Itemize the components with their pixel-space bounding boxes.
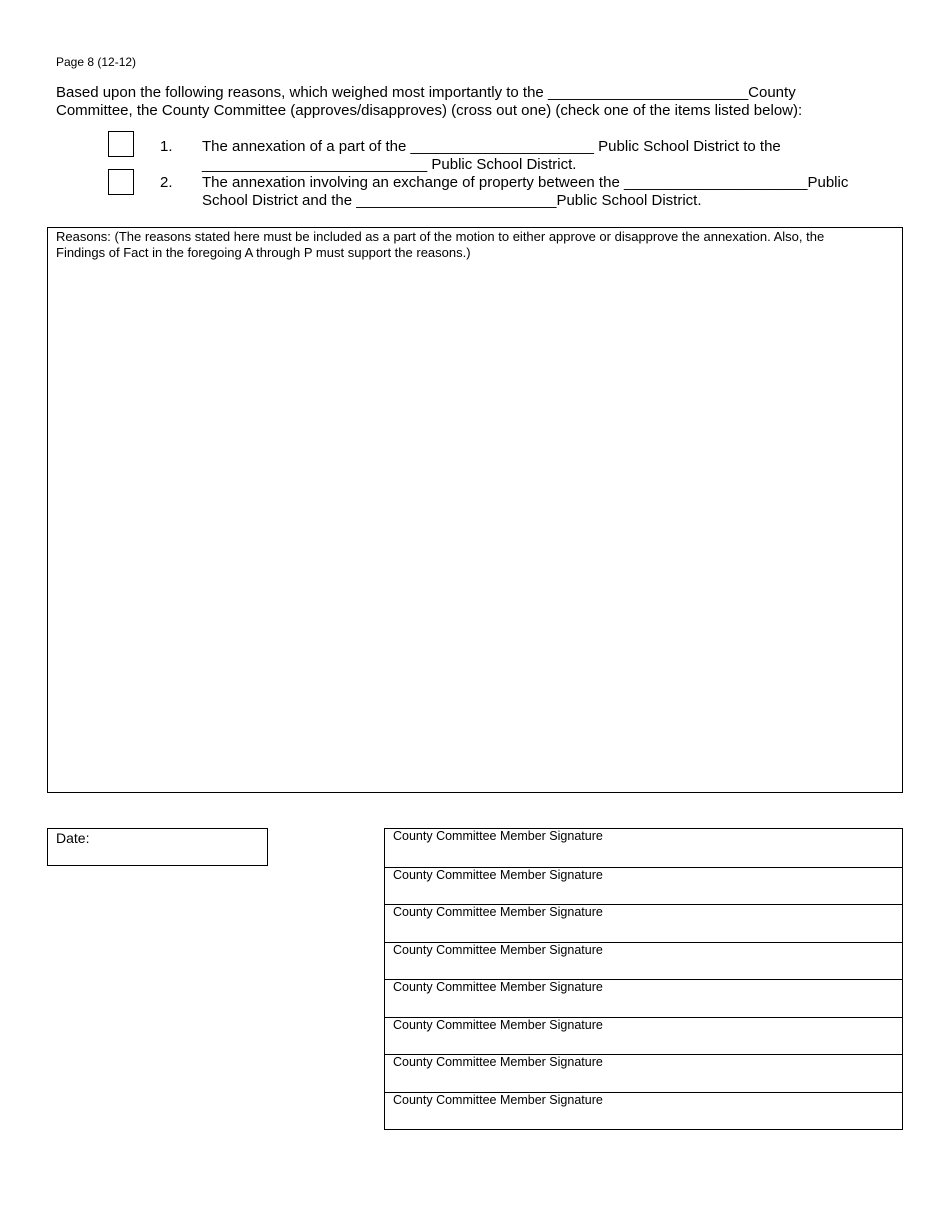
item-1-text [202,138,902,174]
signature-field-7[interactable] [385,1054,902,1092]
signature-label: County Committee Member Signature [393,1055,603,1069]
item-2-checkbox[interactable] [108,169,134,195]
item-1-checkbox[interactable] [108,131,134,157]
signature-label: County Committee Member Signature [393,980,603,994]
intro-line-2: Committee, the County Committee (approves/disapproves) (cross out one) (check one of the items listed below): [56,102,803,119]
signature-field-5[interactable] [385,979,902,1017]
signature-label: County Committee Member Signature [393,905,603,919]
date-field[interactable] [47,828,268,866]
intro-line-1: Based upon the following reasons, which weighed most importantly to the ________________________County [56,84,796,101]
item-1-line-2: ___________________________ Public School District. [202,156,577,173]
reasons-instructions [56,229,894,261]
page-label: Page 8 (12-12) [56,55,137,69]
signature-label: County Committee Member Signature [393,1092,603,1107]
reasons-line-2: Findings of Fact in the foregoing A through P must support the reasons.) [56,245,471,260]
item-2-line-1: The annexation involving an exchange of property between the ______________________Public [202,174,849,191]
signature-label: County Committee Member Signature [393,867,603,882]
signature-field-6[interactable] [385,1017,902,1055]
item-1-line-1: The annexation of a part of the ______________________ Public School District to the [202,138,781,155]
signature-field-2[interactable] [385,867,902,905]
signature-field-3[interactable] [385,904,902,942]
signature-label: County Committee Member Signature [393,1017,603,1032]
signature-field-1[interactable] [385,829,902,867]
reasons-line-1: Reasons: (The reasons stated here must be included as a part of the motion to either approve or disapprove the annexation. Also, the [56,229,825,244]
signature-label: County Committee Member Signature [393,942,603,957]
date-label: Date: [56,830,90,846]
signature-label: County Committee Member Signature [393,829,603,843]
item-2-line-2: School District and the ________________________Public School District. [202,192,702,209]
item-2-number: 2. [160,174,173,191]
item-1-number: 1. [160,138,173,155]
intro-paragraph [56,84,896,120]
reasons-textarea[interactable] [47,227,903,793]
signature-table [384,828,903,1130]
item-2-text [202,174,902,210]
signature-field-4[interactable] [385,942,902,980]
signature-field-8[interactable] [385,1092,902,1130]
